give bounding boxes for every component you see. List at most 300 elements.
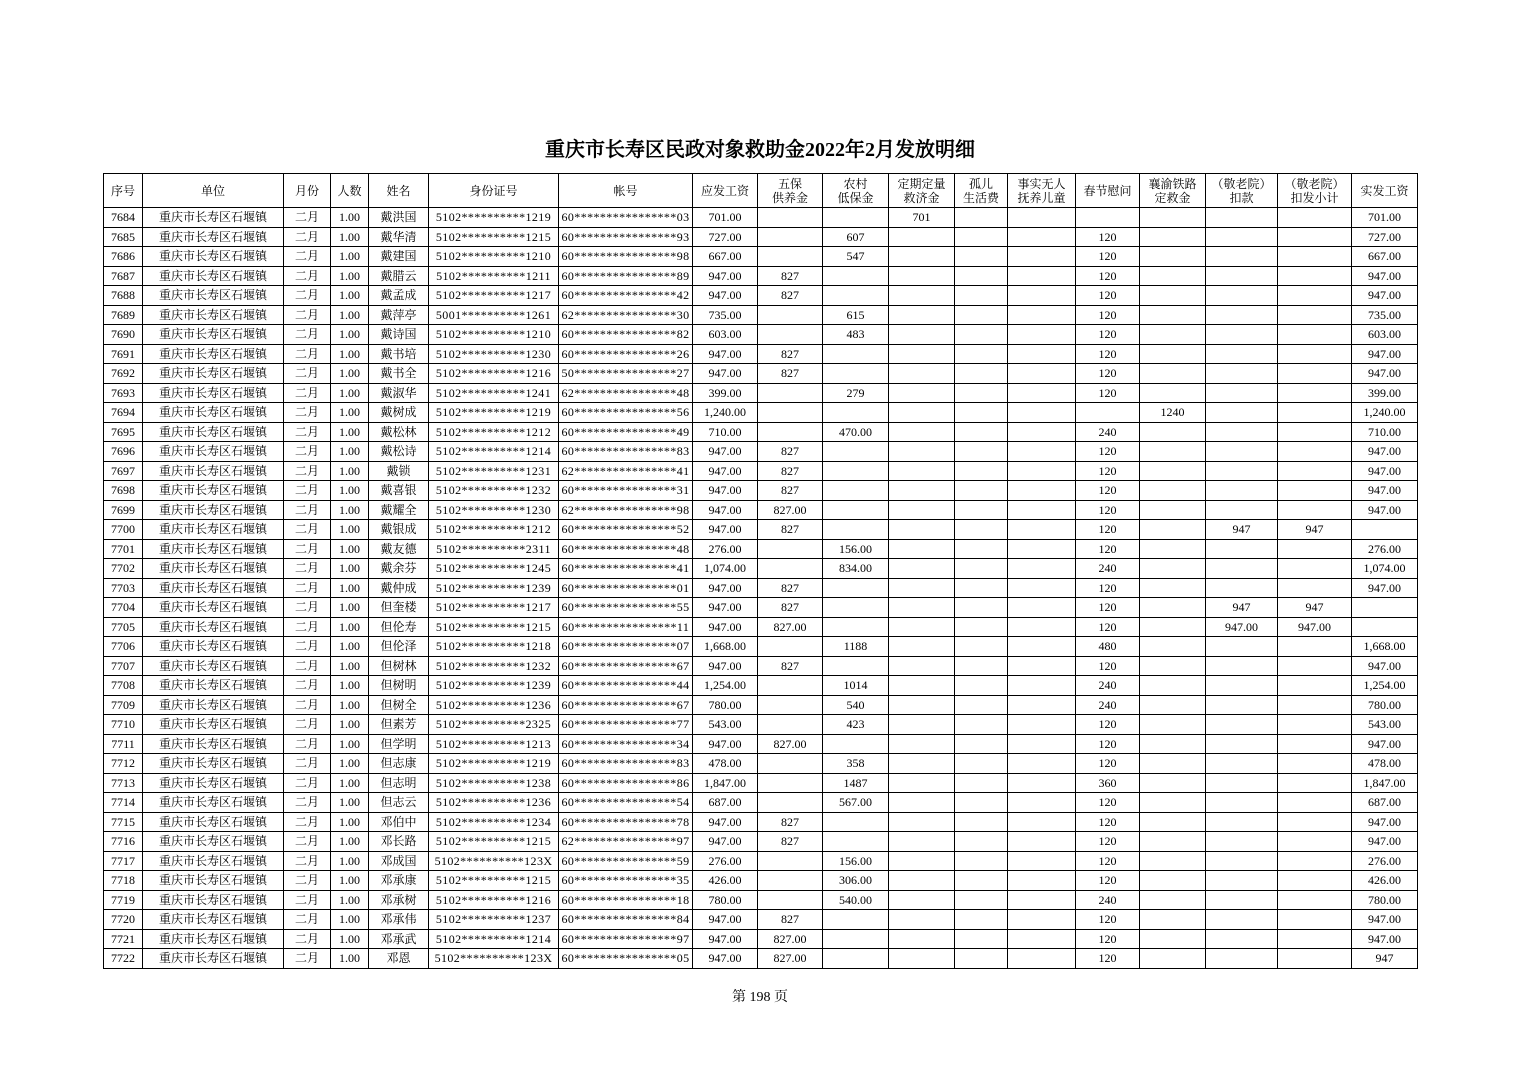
cell-account: 60****************82 (559, 325, 693, 345)
cell-unit: 重庆市长寿区石堰镇 (143, 559, 284, 579)
cell-month: 二月 (284, 305, 331, 325)
cell-rural-dibao: 156.00 (823, 851, 889, 871)
cell-unit: 重庆市长寿区石堰镇 (143, 208, 284, 228)
cell-actual-pay: 603.00 (1352, 325, 1418, 345)
cell-regular-relief (889, 578, 955, 598)
cell-actual-pay: 947.00 (1352, 832, 1418, 852)
cell-unsupported-child (1008, 559, 1076, 579)
cell-seq: 7691 (104, 344, 143, 364)
cell-wubao-support: 827.00 (758, 500, 823, 520)
cell-unsupported-child (1008, 637, 1076, 657)
cell-actual-pay (1352, 598, 1418, 618)
cell-id-number: 5102**********1218 (429, 637, 559, 657)
cell-spring-festival: 120 (1076, 949, 1140, 969)
cell-wubao-support (758, 305, 823, 325)
cell-unit: 重庆市长寿区石堰镇 (143, 637, 284, 657)
cell-seq: 7687 (104, 266, 143, 286)
cell-orphan-allowance (955, 364, 1008, 384)
cell-orphan-allowance (955, 734, 1008, 754)
cell-rural-dibao (823, 344, 889, 364)
cell-actual-pay: 735.00 (1352, 305, 1418, 325)
cell-actual-pay: 947.00 (1352, 812, 1418, 832)
cell-orphan-allowance (955, 461, 1008, 481)
cell-name: 戴锁 (369, 461, 429, 481)
cell-id-number: 5102**********1212 (429, 422, 559, 442)
cell-seq: 7707 (104, 656, 143, 676)
cell-spring-festival: 120 (1076, 305, 1140, 325)
cell-wubao-support (758, 676, 823, 696)
cell-account: 60****************26 (559, 344, 693, 364)
cell-unsupported-child (1008, 812, 1076, 832)
cell-count: 1.00 (331, 949, 369, 969)
cell-actual-pay: 727.00 (1352, 227, 1418, 247)
cell-spring-festival: 120 (1076, 734, 1140, 754)
cell-spring-festival: 120 (1076, 286, 1140, 306)
cell-id-number: 5102**********123X (429, 851, 559, 871)
cell-orphan-allowance (955, 676, 1008, 696)
cell-regular-relief (889, 949, 955, 969)
cell-unsupported-child (1008, 520, 1076, 540)
cell-account: 60****************52 (559, 520, 693, 540)
cell-unsupported-child (1008, 403, 1076, 423)
cell-name: 戴孟成 (369, 286, 429, 306)
cell-account: 62****************97 (559, 832, 693, 852)
cell-payable: 947.00 (693, 520, 758, 540)
cell-count: 1.00 (331, 325, 369, 345)
cell-id-number: 5102**********1219 (429, 208, 559, 228)
cell-nursing-home-subtotal (1278, 910, 1352, 930)
cell-spring-festival: 120 (1076, 539, 1140, 559)
cell-id-number: 5001**********1261 (429, 305, 559, 325)
cell-regular-relief (889, 227, 955, 247)
cell-month: 二月 (284, 598, 331, 618)
cell-actual-pay: 710.00 (1352, 422, 1418, 442)
cell-rural-dibao: 306.00 (823, 871, 889, 891)
cell-wubao-support (758, 247, 823, 267)
cell-spring-festival: 120 (1076, 481, 1140, 501)
cell-unsupported-child (1008, 286, 1076, 306)
cell-railway-relief (1140, 364, 1206, 384)
cell-unsupported-child (1008, 364, 1076, 384)
cell-id-number: 5102**********1210 (429, 325, 559, 345)
cell-month: 二月 (284, 656, 331, 676)
cell-id-number: 5102**********1210 (429, 247, 559, 267)
cell-month: 二月 (284, 715, 331, 735)
cell-account: 60****************86 (559, 773, 693, 793)
cell-actual-pay: 780.00 (1352, 695, 1418, 715)
cell-regular-relief (889, 910, 955, 930)
cell-month: 二月 (284, 344, 331, 364)
cell-id-number: 5102**********1217 (429, 286, 559, 306)
cell-name: 但志云 (369, 793, 429, 813)
cell-wubao-support: 827 (758, 656, 823, 676)
cell-spring-festival: 120 (1076, 364, 1140, 384)
cell-nursing-home-subtotal (1278, 500, 1352, 520)
column-header-actual-pay (1352, 174, 1418, 208)
cell-id-number: 5102**********1236 (429, 793, 559, 813)
cell-unsupported-child (1008, 832, 1076, 852)
cell-railway-relief (1140, 461, 1206, 481)
cell-payable: 947.00 (693, 832, 758, 852)
cell-count: 1.00 (331, 676, 369, 696)
cell-count: 1.00 (331, 286, 369, 306)
table-row (104, 851, 1418, 871)
cell-unsupported-child (1008, 949, 1076, 969)
cell-wubao-support (758, 871, 823, 891)
cell-nursing-home-deduction (1206, 539, 1278, 559)
cell-count: 1.00 (331, 656, 369, 676)
cell-month: 二月 (284, 500, 331, 520)
cell-railway-relief (1140, 578, 1206, 598)
cell-payable: 947.00 (693, 949, 758, 969)
column-header-label: 供养金 (771, 190, 808, 205)
table-row (104, 676, 1418, 696)
cell-seq: 7711 (104, 734, 143, 754)
column-header-nursing-home-subtotal (1278, 174, 1352, 208)
cell-name: 但素芳 (369, 715, 429, 735)
cell-wubao-support (758, 637, 823, 657)
cell-rural-dibao: 483 (823, 325, 889, 345)
cell-railway-relief (1140, 929, 1206, 949)
cell-nursing-home-deduction (1206, 578, 1278, 598)
cell-regular-relief (889, 344, 955, 364)
table-row (104, 344, 1418, 364)
cell-nursing-home-subtotal: 947.00 (1278, 617, 1352, 637)
cell-railway-relief (1140, 442, 1206, 462)
cell-payable: 1,847.00 (693, 773, 758, 793)
cell-name: 但奎楼 (369, 598, 429, 618)
cell-id-number: 5102**********2325 (429, 715, 559, 735)
column-header-label: 生活费 (962, 190, 999, 205)
cell-spring-festival: 240 (1076, 695, 1140, 715)
cell-regular-relief (889, 734, 955, 754)
cell-month: 二月 (284, 734, 331, 754)
cell-regular-relief (889, 656, 955, 676)
cell-unsupported-child (1008, 910, 1076, 930)
cell-unit: 重庆市长寿区石堰镇 (143, 286, 284, 306)
column-header-label: 人数 (337, 183, 362, 198)
cell-payable: 947.00 (693, 500, 758, 520)
cell-rural-dibao (823, 364, 889, 384)
column-header-label: 月份 (294, 183, 319, 198)
cell-month: 二月 (284, 929, 331, 949)
cell-actual-pay: 947.00 (1352, 500, 1418, 520)
cell-payable: 947.00 (693, 266, 758, 286)
cell-railway-relief (1140, 383, 1206, 403)
cell-seq: 7716 (104, 832, 143, 852)
column-header-label: 农村 (843, 176, 868, 191)
cell-nursing-home-subtotal (1278, 305, 1352, 325)
cell-wubao-support (758, 559, 823, 579)
cell-orphan-allowance (955, 422, 1008, 442)
cell-count: 1.00 (331, 539, 369, 559)
cell-payable: 1,254.00 (693, 676, 758, 696)
cell-unit: 重庆市长寿区石堰镇 (143, 715, 284, 735)
cell-orphan-allowance (955, 754, 1008, 774)
table-row (104, 812, 1418, 832)
cell-nursing-home-subtotal (1278, 695, 1352, 715)
cell-payable: 1,240.00 (693, 403, 758, 423)
cell-rural-dibao (823, 656, 889, 676)
cell-id-number: 5102**********1230 (429, 344, 559, 364)
cell-seq: 7694 (104, 403, 143, 423)
cell-unit: 重庆市长寿区石堰镇 (143, 676, 284, 696)
cell-seq: 7706 (104, 637, 143, 657)
cell-account: 60****************89 (559, 266, 693, 286)
cell-seq: 7692 (104, 364, 143, 384)
cell-wubao-support (758, 715, 823, 735)
cell-nursing-home-deduction (1206, 208, 1278, 228)
column-header-name (369, 174, 429, 208)
table-row (104, 734, 1418, 754)
cell-account: 60****************34 (559, 734, 693, 754)
cell-regular-relief (889, 325, 955, 345)
cell-name: 戴洪国 (369, 208, 429, 228)
cell-nursing-home-deduction (1206, 325, 1278, 345)
cell-payable: 1,668.00 (693, 637, 758, 657)
cell-id-number: 5102**********1232 (429, 656, 559, 676)
cell-actual-pay: 947.00 (1352, 364, 1418, 384)
cell-account: 60****************77 (559, 715, 693, 735)
cell-orphan-allowance (955, 637, 1008, 657)
table-row (104, 208, 1418, 228)
cell-nursing-home-subtotal (1278, 949, 1352, 969)
cell-orphan-allowance (955, 773, 1008, 793)
cell-seq: 7722 (104, 949, 143, 969)
cell-rural-dibao (823, 461, 889, 481)
cell-name: 但树林 (369, 656, 429, 676)
column-header-label: 襄渝铁路 (1148, 176, 1197, 191)
cell-wubao-support: 827 (758, 266, 823, 286)
cell-orphan-allowance (955, 832, 1008, 852)
column-header-label: 救济金 (903, 190, 940, 205)
cell-rural-dibao: 834.00 (823, 559, 889, 579)
cell-orphan-allowance (955, 208, 1008, 228)
column-header-label: 扣发小计 (1290, 190, 1339, 205)
cell-unit: 重庆市长寿区石堰镇 (143, 773, 284, 793)
cell-id-number: 5102**********1214 (429, 442, 559, 462)
cell-unsupported-child (1008, 461, 1076, 481)
cell-id-number: 5102**********1232 (429, 481, 559, 501)
cell-nursing-home-deduction (1206, 227, 1278, 247)
cell-month: 二月 (284, 890, 331, 910)
cell-unit: 重庆市长寿区石堰镇 (143, 500, 284, 520)
table-row (104, 305, 1418, 325)
cell-month: 二月 (284, 422, 331, 442)
cell-count: 1.00 (331, 715, 369, 735)
cell-count: 1.00 (331, 442, 369, 462)
cell-seq: 7714 (104, 793, 143, 813)
column-header-seq (104, 174, 143, 208)
cell-nursing-home-deduction (1206, 637, 1278, 657)
cell-nursing-home-subtotal (1278, 578, 1352, 598)
cell-actual-pay: 947.00 (1352, 578, 1418, 598)
column-header-label: 序号 (110, 183, 135, 198)
cell-regular-relief (889, 539, 955, 559)
cell-name: 戴松诗 (369, 442, 429, 462)
column-header-label: 应发工资 (700, 183, 749, 198)
cell-nursing-home-subtotal (1278, 481, 1352, 501)
cell-count: 1.00 (331, 500, 369, 520)
cell-unsupported-child (1008, 344, 1076, 364)
cell-count: 1.00 (331, 617, 369, 637)
table-row (104, 520, 1418, 540)
cell-name: 但伦寿 (369, 617, 429, 637)
cell-rural-dibao (823, 832, 889, 852)
cell-seq: 7698 (104, 481, 143, 501)
cell-regular-relief (889, 617, 955, 637)
column-header-label: 帐号 (613, 183, 638, 198)
cell-railway-relief (1140, 559, 1206, 579)
cell-rural-dibao: 1487 (823, 773, 889, 793)
cell-unit: 重庆市长寿区石堰镇 (143, 734, 284, 754)
cell-payable: 947.00 (693, 442, 758, 462)
table-row (104, 598, 1418, 618)
cell-count: 1.00 (331, 578, 369, 598)
cell-name: 戴友德 (369, 539, 429, 559)
cell-nursing-home-deduction (1206, 656, 1278, 676)
cell-railway-relief (1140, 208, 1206, 228)
cell-railway-relief (1140, 247, 1206, 267)
cell-spring-festival: 120 (1076, 715, 1140, 735)
cell-spring-festival: 120 (1076, 617, 1140, 637)
cell-unit: 重庆市长寿区石堰镇 (143, 871, 284, 891)
cell-unsupported-child (1008, 656, 1076, 676)
cell-payable: 947.00 (693, 617, 758, 637)
cell-railway-relief (1140, 481, 1206, 501)
column-header-label: 孤儿 (968, 176, 993, 191)
cell-name: 戴萍亭 (369, 305, 429, 325)
cell-actual-pay: 426.00 (1352, 871, 1418, 891)
cell-unsupported-child (1008, 715, 1076, 735)
cell-month: 二月 (284, 832, 331, 852)
cell-railway-relief (1140, 715, 1206, 735)
cell-month: 二月 (284, 949, 331, 969)
cell-rural-dibao (823, 520, 889, 540)
table-row (104, 325, 1418, 345)
cell-count: 1.00 (331, 247, 369, 267)
cell-month: 二月 (284, 559, 331, 579)
cell-month: 二月 (284, 754, 331, 774)
cell-unsupported-child (1008, 227, 1076, 247)
cell-id-number: 5102**********123X (429, 949, 559, 969)
cell-name: 但学明 (369, 734, 429, 754)
cell-wubao-support: 827.00 (758, 617, 823, 637)
cell-account: 60****************83 (559, 754, 693, 774)
cell-wubao-support (758, 890, 823, 910)
table-row (104, 559, 1418, 579)
cell-nursing-home-deduction (1206, 559, 1278, 579)
cell-name: 邓恩 (369, 949, 429, 969)
table-row (104, 403, 1418, 423)
cell-nursing-home-subtotal (1278, 890, 1352, 910)
cell-rural-dibao: 358 (823, 754, 889, 774)
table-row (104, 461, 1418, 481)
cell-payable: 947.00 (693, 929, 758, 949)
cell-nursing-home-subtotal (1278, 364, 1352, 384)
cell-regular-relief: 701 (889, 208, 955, 228)
cell-rural-dibao (823, 910, 889, 930)
cell-orphan-allowance (955, 598, 1008, 618)
cell-account: 60****************78 (559, 812, 693, 832)
cell-payable: 687.00 (693, 793, 758, 813)
cell-nursing-home-subtotal (1278, 559, 1352, 579)
cell-rural-dibao: 540.00 (823, 890, 889, 910)
cell-nursing-home-deduction (1206, 676, 1278, 696)
cell-orphan-allowance (955, 403, 1008, 423)
cell-wubao-support (758, 695, 823, 715)
cell-month: 二月 (284, 910, 331, 930)
cell-name: 戴喜银 (369, 481, 429, 501)
cell-wubao-support (758, 383, 823, 403)
cell-payable: 947.00 (693, 461, 758, 481)
cell-actual-pay: 687.00 (1352, 793, 1418, 813)
cell-id-number: 5102**********1212 (429, 520, 559, 540)
cell-spring-festival: 120 (1076, 754, 1140, 774)
cell-spring-festival: 240 (1076, 559, 1140, 579)
cell-seq: 7688 (104, 286, 143, 306)
cell-railway-relief (1140, 793, 1206, 813)
cell-account: 60****************48 (559, 539, 693, 559)
cell-orphan-allowance (955, 539, 1008, 559)
cell-unit: 重庆市长寿区石堰镇 (143, 929, 284, 949)
cell-orphan-allowance (955, 656, 1008, 676)
table-row (104, 832, 1418, 852)
column-header-payable (693, 174, 758, 208)
cell-name: 戴仲成 (369, 578, 429, 598)
cell-nursing-home-subtotal (1278, 227, 1352, 247)
cell-name: 戴银成 (369, 520, 429, 540)
cell-seq: 7695 (104, 422, 143, 442)
cell-count: 1.00 (331, 461, 369, 481)
cell-unit: 重庆市长寿区石堰镇 (143, 364, 284, 384)
cell-unit: 重庆市长寿区石堰镇 (143, 227, 284, 247)
cell-wubao-support (758, 422, 823, 442)
cell-name: 戴诗国 (369, 325, 429, 345)
cell-nursing-home-deduction (1206, 422, 1278, 442)
cell-id-number: 5102**********1215 (429, 871, 559, 891)
table-row (104, 266, 1418, 286)
cell-payable: 399.00 (693, 383, 758, 403)
cell-orphan-allowance (955, 325, 1008, 345)
cell-seq: 7700 (104, 520, 143, 540)
cell-nursing-home-subtotal (1278, 871, 1352, 891)
cell-actual-pay: 667.00 (1352, 247, 1418, 267)
table-row (104, 793, 1418, 813)
cell-actual-pay: 947.00 (1352, 929, 1418, 949)
cell-wubao-support: 827 (758, 910, 823, 930)
cell-seq: 7686 (104, 247, 143, 267)
cell-rural-dibao (823, 266, 889, 286)
table-row (104, 383, 1418, 403)
cell-unit: 重庆市长寿区石堰镇 (143, 578, 284, 598)
cell-count: 1.00 (331, 383, 369, 403)
table-row (104, 227, 1418, 247)
cell-payable: 947.00 (693, 812, 758, 832)
cell-seq: 7719 (104, 890, 143, 910)
cell-nursing-home-deduction: 947 (1206, 598, 1278, 618)
cell-spring-festival: 120 (1076, 871, 1140, 891)
cell-name: 但树明 (369, 676, 429, 696)
cell-spring-festival: 120 (1076, 832, 1140, 852)
cell-month: 二月 (284, 227, 331, 247)
cell-regular-relief (889, 715, 955, 735)
cell-rural-dibao: 470.00 (823, 422, 889, 442)
cell-name: 但志康 (369, 754, 429, 774)
cell-spring-festival: 120 (1076, 383, 1140, 403)
column-header-label: 实发工资 (1360, 183, 1409, 198)
cell-id-number: 5102**********1234 (429, 812, 559, 832)
